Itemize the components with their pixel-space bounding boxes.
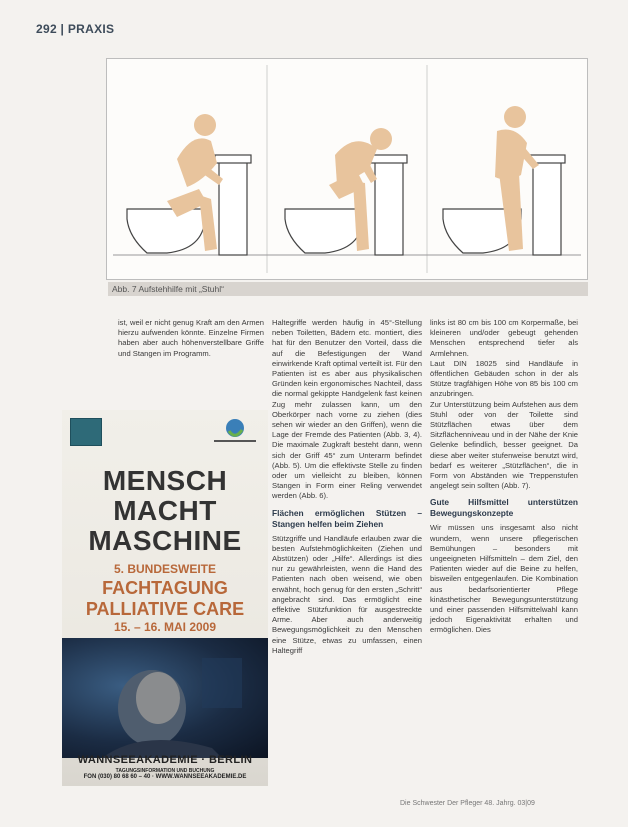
- ad-headline: MENSCH: [102, 465, 228, 496]
- paragraph: Wir müssen uns insgesamt also nicht wundern, wenn unsere pflegerischen Bemühungen – besonders mit ungeeigneten Hilfsmitteln – dem Ziel, den Patienten wieder auf die Beine zu helfen, bisweilen entgegenlaufen. Die Kombination aus bedarfsorientierter Pflege kinästhetischer Bewegungsunterstützung und einer passenden Hilfsmittelwahl kann jedoch Eigenaktivität erhalten und ermöglichen. Dies: [430, 523, 578, 635]
- paragraph: ist, weil er nicht genug Kraft am den Armen hierzu aufwenden könnte. Einzelne Firmen haben aber auch höhenverstellbare Griffe und Stangen im Programm.: [118, 318, 264, 358]
- ad-subline: 5. BUNDESWEITE: [113, 562, 216, 576]
- paragraph: Laut DIN 18025 sind Handläufe in öffentlichen Gebäuden schon in der als Stütze tragfähigen Höhe von 85 bis 100 cm anzubringen.: [430, 358, 578, 399]
- ad-organizer: WANNSEEAKADEMIE · BERLIN: [77, 754, 253, 766]
- ad-info: TAGUNGSINFORMATION UND BUCHUNG: [115, 768, 215, 774]
- organizer-logo: [212, 416, 258, 446]
- text-column-2: [272, 318, 422, 656]
- figure-caption: Abb. 7 Aufstehhilfe mit „Stuhl“: [108, 282, 588, 296]
- person-photo-icon: [62, 638, 268, 758]
- figure-illustration: [106, 58, 588, 280]
- panel-sitting: [127, 114, 251, 255]
- subheading: Gute Hilfsmittel unterstützen Bewegungskonzepte: [430, 497, 578, 519]
- ad-contact[interactable]: FON (030) 80 68 60 – 40 · WWW.WANNSEEAKADEMIE.DE: [83, 774, 247, 780]
- advertisement[interactable]: [62, 410, 268, 786]
- paragraph: Haltegriffe werden häufig in 45°-Stellung neben Toiletten, Bädern etc. montiert, dies hat für den Benutzer den Vorteil, dass die auf die Befestigungen der Wand einwirkende Kraft optimal verteilt ist. Für den Patienten ist es aber aus physikalischen Gründen kein ergonomisches Nachteil, dass die normal gekippte Handgelenk fast keinen Zug mehr zulassen kann, um den Oberkörper nach vorne zu ziehen (dies sehen wir wieder an den Griffen), wenn die Lage der Fremde des Patienten (Abb. 3, 4). Die maximale Zugkraft besteht dann, wenn sich der Griff 45° zum Unterarm befindet (Abb. 5). Um die effektivste Stelle zu finden oder um vielleicht zu bleiben, können Stangen in Form einer Reling verwendet werden (Abb. 6).: [272, 318, 422, 501]
- wannsee-logo: [70, 418, 102, 446]
- ad-headline: MACHT: [113, 495, 217, 526]
- panel-rising: [285, 128, 407, 255]
- text-column-1: [118, 318, 264, 359]
- standing-up-sequence-illustration: [107, 59, 587, 279]
- panel-standing: [443, 106, 565, 255]
- text-column-3: [430, 318, 578, 636]
- ad-subline: PALLIATIVE CARE: [85, 599, 245, 619]
- paragraph: Zur Unterstützung beim Aufstehen aus dem Stuhl oder von der Toilette sind Stützflächen etwas über dem Sitzflächenniveau und in der Nähe der Knie Gelenke befindlich, besser geeignet. Da diese aber weiter stufenweise benutzt wird, bedarf es weiterer „Stützflächen“, die in Form von Abständen wie Treppenstufen angelegt sein sollten (Abb. 7).: [430, 399, 578, 491]
- ad-photo: [62, 638, 268, 758]
- page-footer: Die Schwester Der Pfleger 48. Jahrg. 03|09: [400, 800, 535, 807]
- page-header: 292 | PRAXIS: [36, 22, 115, 36]
- subheading: Flächen ermöglichen Stützen – Stangen helfen beim Ziehen: [272, 507, 422, 529]
- ad-date: 15. – 16. MAI 2009: [113, 620, 217, 634]
- paragraph: Stützgriffe und Handläufe erlauben zwar die besten Aufstehmöglichkeiten (Ziehen und Abstützen) oder „Hilfe“. Allerdings ist dies nur zu gewährleisten, wenn die Hand des Patienten nach oben weisend, wie oben erwähnt, hoch genug für den ersten „Schritt“ angebracht sind. Das ermöglicht eine effektive Stützfunktion für ausgestreckte Arme. Aber auch anderweitig Bewegungsmöglichkeit zu den Menschen eine Stütze, etwas zu umfassen, einen Haltegriff: [272, 533, 422, 655]
- ad-subline: FACHTAGUNG: [102, 578, 228, 598]
- paragraph: links ist 80 cm bis 100 cm Korpermaße, bei kleineren und/oder gebeugt gehenden Menschen entsprechend tiefer als Armlehnen.: [430, 318, 578, 358]
- ad-headline: MASCHINE: [88, 525, 242, 556]
